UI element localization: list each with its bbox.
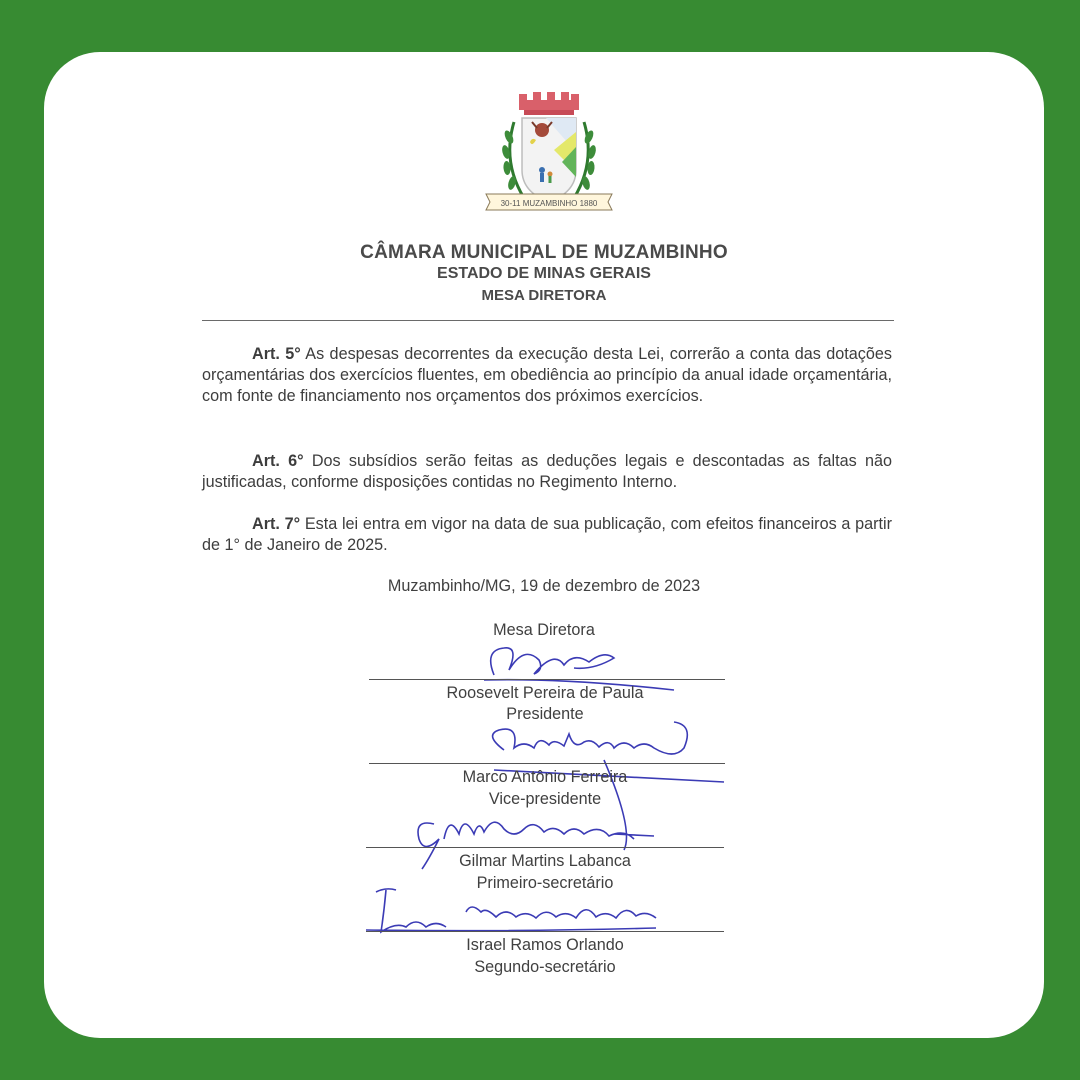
- signatory-2-name: Marco Antônio Ferreira: [462, 768, 628, 786]
- seal-ribbon-text: 30-11 MUZAMBINHO 1880: [500, 199, 598, 208]
- article-6-text: Dos subsídios serão feitas as deduções legais e descontadas as faltas não justificadas, conforme disposições contidas no Regimento Interno.: [202, 452, 892, 491]
- municipal-coat-of-arms-icon: [484, 92, 614, 224]
- article-7: [202, 514, 892, 556]
- article-6-label: Art. 6°: [252, 452, 304, 470]
- article-5-label: Art. 5°: [252, 345, 301, 363]
- handwritten-signature-4: [356, 882, 666, 942]
- handwritten-signature-2: [474, 720, 734, 800]
- signatory-3-role: Primeiro-secretário: [476, 874, 614, 892]
- article-5: [202, 344, 892, 407]
- signature-line-2: [369, 763, 725, 764]
- header-divider: [202, 320, 894, 321]
- state-subtitle: ESTADO DE MINAS GERAIS: [437, 265, 651, 282]
- article-7-label: Art. 7°: [252, 515, 301, 533]
- document-card: [44, 52, 1044, 1038]
- signatory-4-name: Israel Ramos Orlando: [466, 936, 624, 954]
- signatory-3-name: Gilmar Martins Labanca: [459, 852, 631, 870]
- signature-line-3: [366, 847, 724, 848]
- chamber-title: CÂMARA MUNICIPAL DE MUZAMBINHO: [360, 242, 728, 263]
- article-6: [202, 451, 892, 493]
- article-7-text: Esta lei entra em vigor na data de sua publicação, com efeitos financeiros a partir de 1° de Janeiro de 2025.: [202, 515, 893, 554]
- signatory-4-role: Segundo-secretário: [474, 958, 616, 976]
- article-5-text: As despesas decorrentes da execução desta Lei, correrão a conta das dotações orçamentárias dos exercícios fluentes, em obediência ao princípio da anual idade orçamentária, com fonte de financiamento nos orçamentos dos próximos exercícios.: [202, 345, 893, 405]
- signature-line-4: [366, 931, 724, 932]
- board-subtitle: MESA DIRETORA: [481, 287, 607, 304]
- signatory-2-role: Vice-presidente: [488, 790, 602, 808]
- signature-line-1: [369, 679, 725, 680]
- signatory-1-name: Roosevelt Pereira de Paula: [446, 684, 644, 702]
- place-date: Muzambinho/MG, 19 de dezembro de 2023: [387, 577, 701, 595]
- signatory-1-role: Presidente: [506, 705, 584, 723]
- signatures-heading: Mesa Diretora: [493, 621, 595, 639]
